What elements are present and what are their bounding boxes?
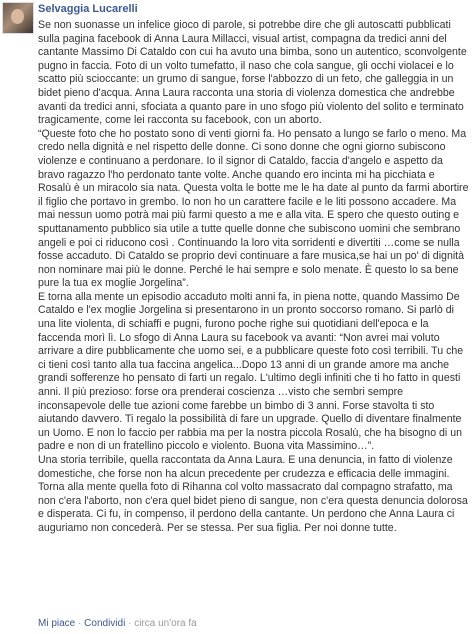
separator-dot: · [78, 618, 82, 629]
like-link[interactable]: Mi piace [38, 618, 76, 629]
post-timestamp[interactable]: circa un'ora fa [134, 618, 197, 629]
post-body [38, 19, 470, 536]
post-paragraph-1: Se non suonasse un infelice gioco di parole, si potrebbe dire che gli autoscatti pubblicati sulla pagina facebook di Anna Laura Millacci, visual artist, compagna da tredici anni del cantante Massimo Di Cataldo con cui ha avuto una bimba, sono un autentico, sconvolgente pugno in faccia. Foto di un volto tumefatto, il naso che cola sangue, gli occhi violacei e lo scatto più scioccante: un grumo di sangue, forse l'abbozzo di un feto, che galleggia in un bidet pieno d'acqua. Anna Laura racconta una storia di violenza domestica che andrebbe avanti da tredici anni, sfociata a quanto pare in uno sfogo più violento del solito e terminato tragicamente, come lei racconta su facebook, con un aborto. [38, 19, 467, 127]
author-name-link[interactable]: Selvaggia Lucarelli [38, 3, 138, 15]
post-actions [38, 618, 197, 630]
avatar-face [11, 9, 24, 24]
post-paragraph-3: E torna alla mente un episodio accaduto molti anni fa, in piena notte, quando Massimo De Cataldo e l'ex moglie Jorgelina si presentarono in un pronto soccorso romano. Si parlò di una lite violenta, di schiaffi e pugni, furono poche righe sui quotidiani dell'epoca e la faccenda morì lì. Lo sfogo di Anna Laura su facebook va avanti: “Non avrei mai voluto arrivare a dire pubblicamente che uomo sei, e a pubblicare queste foto così terribili. Tu che ci tieni così tanto alla tua faccina angelica...Dopo 13 anni di un grande amore ma anche grandi sofferenze ho pensato di farti un regalo. L'ultimo degli infiniti che ti ho fatto in questi anni. Il più prezioso: forse ora prenderai coscienza …visto che sembri sempre inconsapevole delle tue azioni come farebbe un bimbo di 3 anni. Forse stavolta ti sto aiutando davvero. Ti regalo la possibilità di fare un upgrade. Quello di diventare finalmente un Uomo. E non lo faccio per rabbia ma per la nostra piccola Rosalù, che ha bisogno di un padre e non di un fratellino piccolo e violento. Buona vita Massimino…”. [38, 290, 464, 453]
share-link[interactable]: Condividi [84, 618, 126, 629]
separator-dot: · [128, 618, 132, 629]
post [38, 2, 470, 536]
post-paragraph-4: Una storia terribile, quella raccontata da Anna Laura. E una denuncia, in fatto di violenze domestiche, che forse non ha alcun precedente per crudezza e efficacia delle immagini. Torna alla mente quella foto di Rihanna col volto massacrato dal compagno strafatto, ma non c'era l'aborto, non c'era quel bidet pieno di sangue, non c'era questa denuncia dolorosa e disperata. Ci fu, in compenso, il perdono della cantante. Un perdono che Anna Laura ci auguriamo non concederà. Per se stessa. Per sua figlia. Per noi donne tutte. [38, 454, 468, 534]
post-paragraph-2: “Queste foto che ho postato sono di venti giorni fa. Ho pensato a lungo se farlo o meno. Ma credo nella dignità e nel rispetto delle donne. Ci sono donne che ogni giorno subiscono violenze e continuano a perdonare. Io il signor di Cataldo, faccia d'angelo e aspetto da bravo ragazzo l'ho perdonato tante volte. Anche quando ero incinta mi ha picchiata e Rosalù è un miracolo sia nata. Questa volta le botte me le ha date al punto da farmi abortire il figlio che portavo in grembo. Io non ho un carattere facile e le liti possono accadere. Ma mai nessun uomo potrà mai più farmi questo a me e alla vita. E spero che questo outing e sputtanamento pubblico sia utile a tutte quelle donne che subiscono uomini che sembrano angeli e poi ci riducono così . Continuando la loro vita sorridenti e divertiti …come se nulla fosse accaduto. Di Cataldo se proprio devi continuare a fare musica,se hai un po' di dignità non nominare mai più le donne. Perché le hai sempre e solo menate. È questo lo sa bene pure la tua ex moglie Jorgelina”. [38, 127, 469, 290]
author-avatar[interactable] [2, 2, 34, 34]
